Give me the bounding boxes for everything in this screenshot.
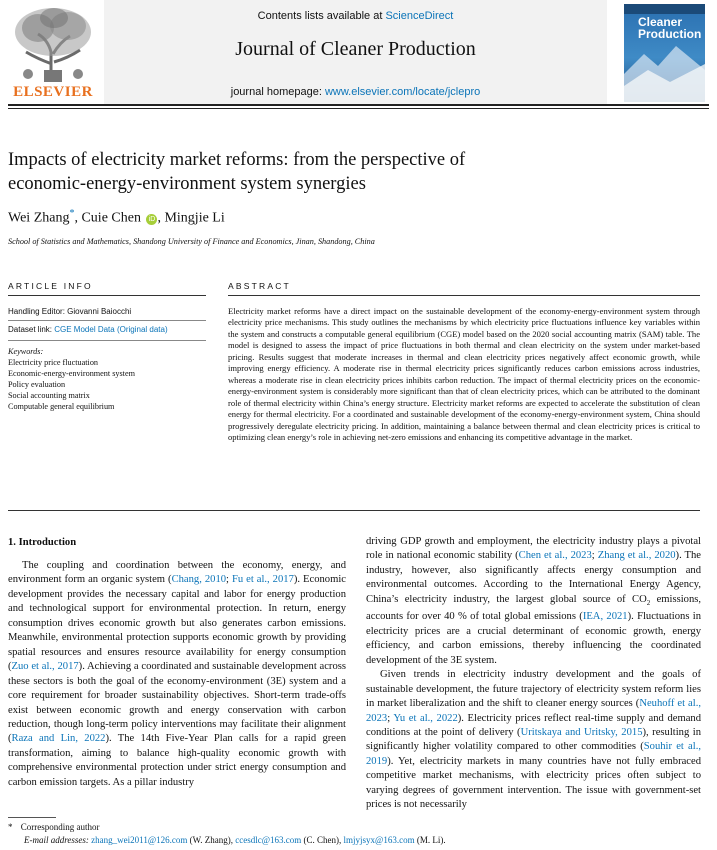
cover-title-line2: Production [638,27,702,41]
email-link[interactable]: ccesdlc@163.com [235,835,302,845]
keywords-label: Keywords: [8,347,44,356]
intro-right-column [366,535,701,813]
text-run: Given trends in electricity industry development and the goals of sustainable development, the future trajectory of electricity system reform lies in market liberalization and the shift to cleaner energy sources ( [366,669,701,710]
email-owner: (C. Chen), [301,835,344,845]
paper-title [8,148,648,196]
author-name: Cuie Chen [81,210,141,226]
text-run: ). The industry, however, also significantly affects energy consumption and environmental outcomes. According to the International Energy Agency, China’s electricity industry, the largest global source of CO [366,550,701,605]
author-separator: , [74,210,82,226]
text-run: driving GDP growth and employment, the electricity industry plays a pivotal role in national economic stability ( [366,536,701,562]
text-run: ; [591,550,598,562]
citation-link[interactable]: IEA, 2021 [582,611,628,623]
intro-paragraph [8,559,346,790]
email-owner: (M. Li). [414,835,446,845]
citation-link[interactable]: Raza and Lin, 2022 [11,733,106,745]
text-run: The coupling and coordination between the economy, energy, and environment form an organic system ( [8,560,346,586]
article-info-rule [8,295,206,296]
dataset-link[interactable]: CGE Model Data (Original data) [54,325,168,334]
author-name: Wei Zhang [8,210,70,226]
text-run: ). Electricity prices reflect real-time supply and demand conditions at the point of delivery ( [366,712,701,738]
section-heading-introduction: 1. Introduction [8,537,77,548]
handling-editor: Handling Editor: Giovanni Baiocchi [8,307,132,316]
author-name: Mingjie Li [164,210,225,226]
intro-paragraph [366,535,701,668]
author-list [8,208,225,227]
email-link[interactable]: lmjyjsyx@163.com [343,835,415,845]
citation-link[interactable]: Souhir et al., 2019 [366,741,702,767]
intro-left-column [8,559,346,790]
contents-prefix: Contents lists available at [257,10,386,22]
citation-link[interactable]: Yu et al., 2022 [393,712,458,724]
corresponding-author-mark[interactable]: * [69,208,75,219]
orcid-icon[interactable]: iD [146,214,157,225]
paper-title-line1: Impacts of electricity market reforms: from the perspective of [8,150,466,170]
abstract-heading: ABSTRACT [228,281,291,291]
text-run: ; [387,712,394,724]
text-run: ). Economic development provides the necessary capital and labor for energy production and technological support for environmental protection. In return, energy consumption drives economic growth but also generates carbon emissions. Meanwhile, environmental protection supports economic growth by providing spatial resources and ensures resource availability for energy consumption ( [8,574,346,673]
citation-link[interactable]: Chang, 2010 [171,574,227,586]
text-run: ). The 14th Five-Year Plan calls for a rapid green transformation, aiming to balance high-quality economic growth with comprehensive environmental protection under strict energy consumption and carbon emission targets. As a pillar industry [8,733,346,788]
corresponding-label: Corresponding author [20,822,100,832]
sciencedirect-link[interactable]: ScienceDirect [385,10,454,22]
cover-title-line1: Cleaner [638,15,683,29]
paper-title-line2: economic-energy-environment system synergies [8,174,366,194]
email-link[interactable]: zhang_wei2011@126.com [91,835,188,845]
keyword-item: Social accounting matrix [8,391,90,400]
citation-link[interactable]: Zuo et al., 2017 [11,661,79,673]
cover-title [638,16,701,40]
affiliation: School of Statistics and Mathematics, Shandong University of Finance and Economics, Jinan, Shandong, China [8,237,375,246]
article-info-heading: ARTICLE INFO [8,281,93,291]
citation-link[interactable]: Neuhoff et al., 2023 [366,698,701,724]
subscript: 2 [646,598,651,607]
journal-cover-thumbnail [624,4,705,102]
text-run: ). Fluctuations in electricity prices are a crucial determinant of economic growth, energy efficiency, and carbon emissions, thereby influencing the coordinated development of the 3E system. [366,611,702,666]
header-divider-thin [8,108,709,109]
contents-line [104,10,607,22]
citation-link[interactable]: Zhang et al., 2020 [597,550,676,562]
text-run: ), resulting in significantly higher volatility compared to other commodities ( [366,727,701,753]
email-owner: (W. Zhang), [187,835,236,845]
text-run: ). Yet, electricity markets in many countries have not fully embraced competitive market mechanisms, with electricity prices often subject to varying degrees of government intervention. The issue with government-set prices is not necessarily [366,755,701,811]
text-run: emissions, accounts for over 40 % of total global emissions ( [366,593,702,623]
header-divider [8,104,709,106]
dataset-label: Dataset link: [8,325,55,334]
email-label: E-mail addresses: [24,835,92,845]
abstract-text: Electricity market reforms have a direct impact on the sustainable development of the economy-energy-environment system through electricity price mechanisms. This study outlines the mechanisms by which electricity price fluctuations influence key variables within the system and constructs a computable general equilibrium (CGE) model based on the 2020 social accounting matrix (SAM) table. The model is designed to assess the impact of price fluctuations in both thermal and clean electricity on the system under market-based pricing. Results suggest that moderate increases in thermal and clean electricity prices negatively affect economic growth, while improving energy efficiency. A moderate rise in thermal electricity prices significantly reduces carbon emissions across industries, whereas a moderate rise in clean electricity prices inhibits carbon reduction. The impact of thermal electricity prices on the economic-energy-environment system is considerably more significant than that of clean electricity prices, which can be attributed to the dominant role of thermal electricity within China’s energy structure. Electricity market reforms are expected to accelerate the substitution of clean energy for thermal electricity. For a coordinated and sustainable development of the economy-energy-environment system, China should progressively deregulate electricity pricing. In addition, maintaining a balance between thermal and clean electricity prices is critical to optimizing clean energy’s role in achieving net-zero emissions and enhancing its competitive advantage in the market. [228,306,700,442]
intro-paragraph [366,668,701,813]
citation-link[interactable]: Fu et al., 2017 [231,574,294,586]
homepage-prefix: journal homepage: [230,86,325,98]
corresponding-mark: * [8,822,13,832]
corresponding-author-note [8,822,100,832]
citation-link[interactable]: Chen et al., 2023 [518,550,592,562]
homepage-link[interactable]: www.elsevier.com/locate/jclepro [324,86,481,98]
keyword-item: Electricity price fluctuation [8,358,99,367]
abstract-rule [228,295,700,296]
info-divider [8,340,206,341]
keyword-item: Computable general equilibrium [8,402,115,411]
journal-homepage-line [104,86,607,98]
publisher-wordmark: ELSEVIER [13,84,93,100]
keyword-item: Economic-energy-environment system [8,369,135,378]
info-divider [8,320,206,321]
email-addresses [24,835,446,845]
dataset-line [8,325,168,334]
citation-link[interactable]: Uritskaya and Uritsky, 2015 [520,727,643,738]
text-run: ). Achieving a coordinated and sustainable development across these sectors is both the goal of the economy-environment (3E) system and a core requirement for broader sustainability objectives. Short-term trade-offs exist between economic growth and energy conservation with carbon reduction, though long-term policy interventions may facilitate their alignment ( [8,661,346,745]
text-run: ; [226,574,232,586]
footnote-rule [8,817,56,818]
keyword-list [8,357,135,412]
author-separator: , [157,210,165,226]
journal-title: Journal of Cleaner Production [235,38,476,60]
abstract-bottom-rule [8,510,700,511]
keyword-item: Policy evaluation [8,380,66,389]
